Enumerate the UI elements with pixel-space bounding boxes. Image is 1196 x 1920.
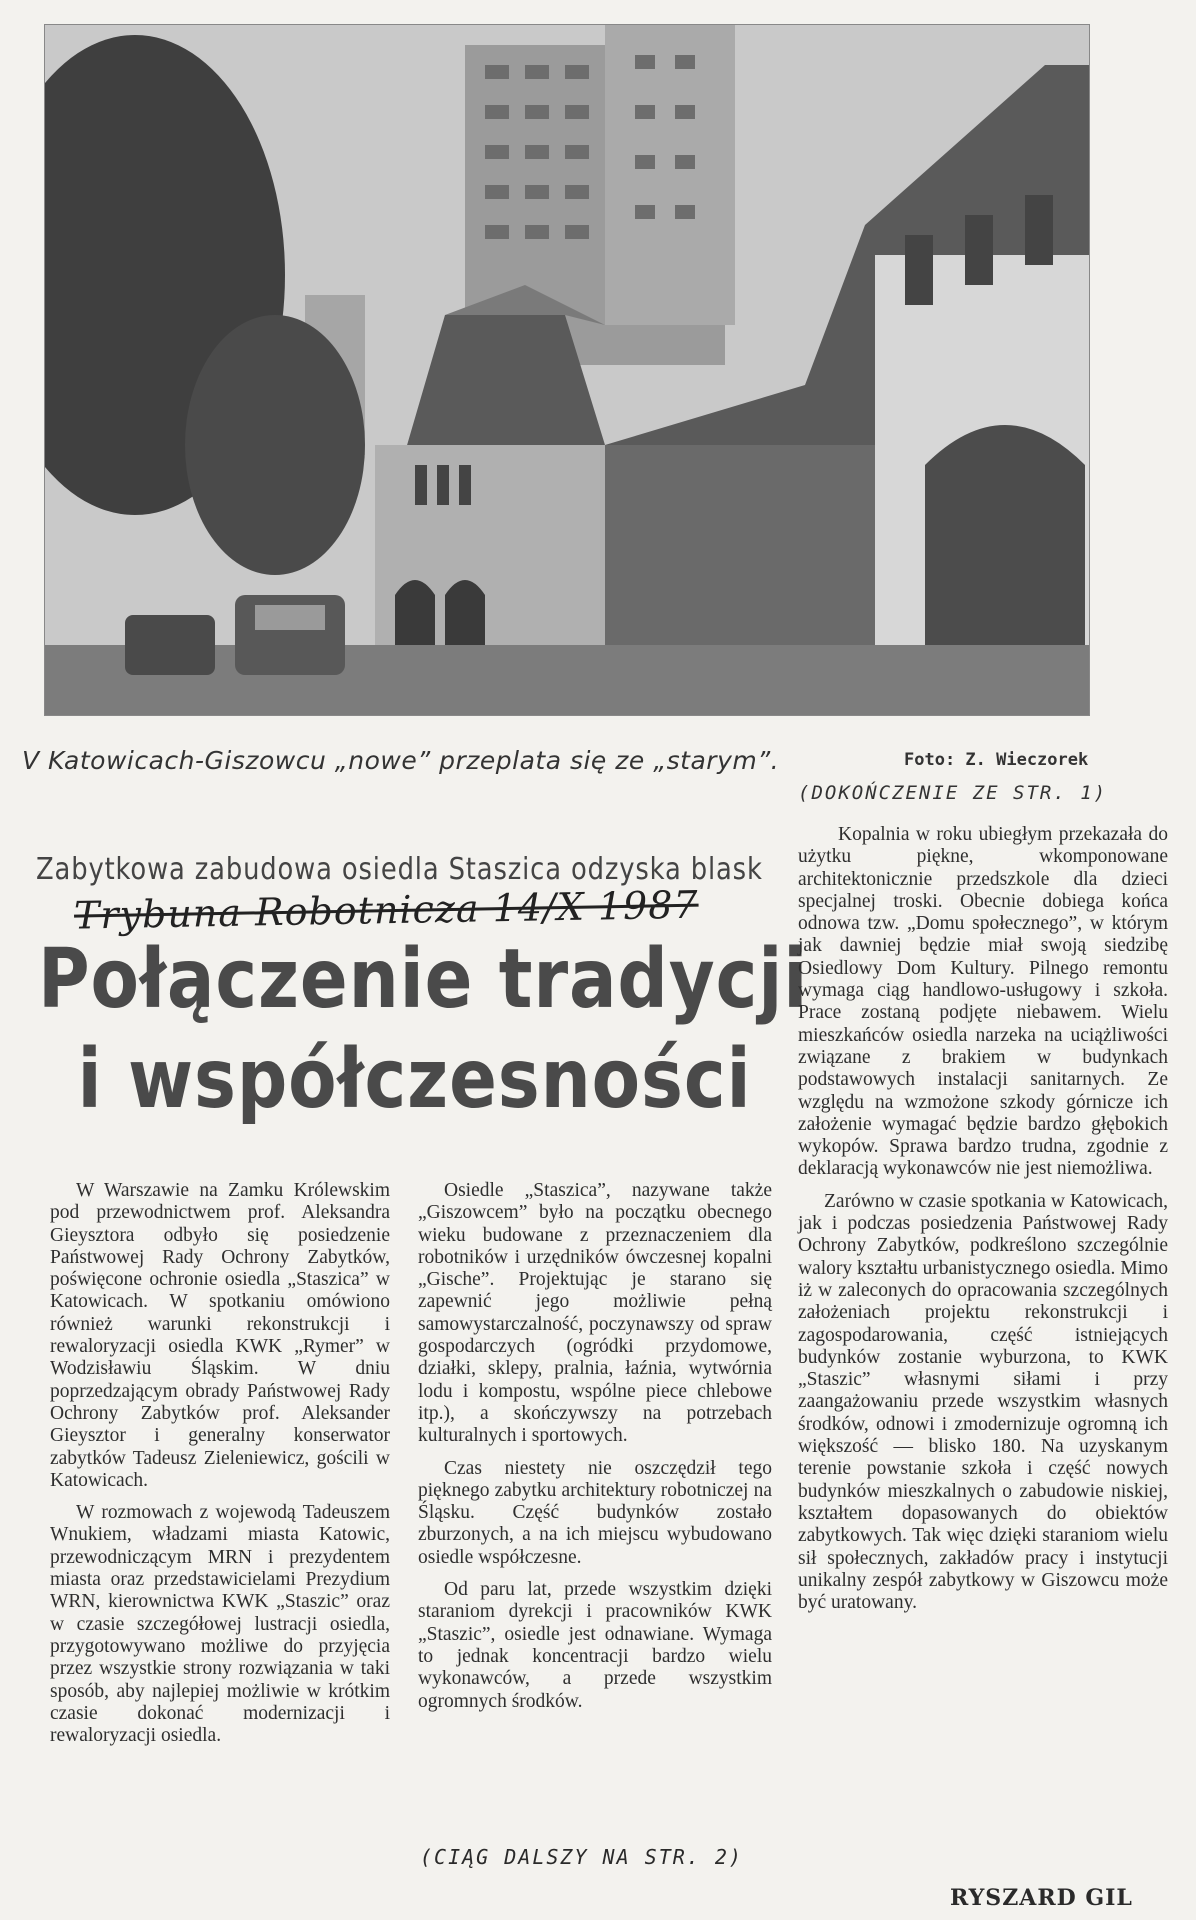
main-headline — [38, 930, 809, 1130]
paragraph: W Warszawie na Zamku Królewskim pod przewodnictwem prof. Aleksandra Gieysztora odbyło się posiedzenie Państwowej Rady Ochrony Zabytków, poświęcone ochronie osiedla „Staszica” w Katowicach. W spotkaniu omówiono również warunki rekonstrukcji i rewaloryzacji osiedla KWK „Rymer” w Wodzisławiu Śląskim. W dniu poprzedzającym obrady Państwowej Rady Ochrony Zabytków prof. Aleksander Gieysztor i generalny konserwator zabytków Tadeusz Zieleniewicz, gościli w Katowicach. — [50, 1180, 390, 1491]
author-signature: RYSZARD GIL — [950, 1885, 1133, 1911]
continued-note: (CIĄG DALSZY NA STR. 2) — [420, 1845, 743, 1869]
headline-line-1: Połączenie tradycji — [38, 932, 809, 1027]
paragraph: Od paru lat, przede wszystkim dzięki staraniom dyrekcji i pracowników KWK „Staszic”, osiedle jest odnawiane. Wymaga to jednak koncentracji bardzo wielu wykonawców, a przede wszystkim ogromnych środków. — [418, 1579, 772, 1712]
article-column-1 — [50, 1180, 390, 1747]
kicker-headline: Zabytkowa zabudowa osiedla Staszica odzyska blask — [36, 852, 763, 887]
paragraph: Kopalnia w roku ubiegłym przekazała do użytku piękne, wkomponowane architektonicznie przedszkole dla dzieci specjalnej troski. Obecnie dobiega końca odnowa tzw. „Domu społecznego”, w którym jak dawniej będzie miał swoją siedzibę Osiedlowy Dom Kultury. Pilnego remontu wymaga ciąg handlowo-usługowy i szkoła. Prace zostaną podjęte niebawem. Wielu mieszkańców osiedla narzeka na uciążliwości związane z brakiem w budynkach podstawowych instalacji sanitarnych. Ze względu na wzmożone szkody górnicze ich założenie wymagać będzie bardzo głębokich wykopów. Sprawa bardzo trudna, zgodnie z deklaracją wykonawców nie jest niemożliwa. — [798, 824, 1168, 1180]
paragraph: Czas niestety nie oszczędził tego pięknego zabytku architektury robotniczej na Śląsku. Część budynków zostało zburzonych, a na ich miejscu wybudowano osiedle współczesne. — [418, 1457, 772, 1568]
article-column-3 — [798, 824, 1168, 1614]
paragraph: Osiedle „Staszica”, nazywane także „Giszowcem” było na początku obecnego wieku budowane z przeznaczeniem dla robotników i urzędników ówczesnej kopalni „Gische”. Projektując je starano się zapewnić jego możliwie pełną samowystarczalność, poczynawszy od spraw gospodarczych (ogródki przydomowe, działki, sklepy, pralnia, łaźnia, wytwórnia lodu i kompostu, wspólne piece chlebowe itp.), a skończywszy na potrzebach kulturalnych i sportowych. — [418, 1180, 772, 1447]
photo-illustration — [45, 25, 1089, 715]
handwritten-source-note: Trybuna Robotnicza 14/X 1987 — [73, 882, 699, 938]
photo-credit: Foto: Z. Wieczorek — [904, 750, 1089, 770]
headline-line-2: i współczesności — [77, 1032, 752, 1127]
paragraph: W rozmowach z wojewodą Tadeuszem Wnukiem, władzami miasta Katowic, przewodniczącym MRN i prezydentem miasta oraz przedstawicielami Prezydium WRN, kierownictwa KWK „Staszic” oraz w czasie szczegółowej lustracji osiedla, przygotowywano możliwe do przyjęcia przez wszystkie strony rozwiązania w taki sposób, aby najlepiej możliwie w krótkim czasie dokonać modernizacji i rewaloryzacji osiedla. — [50, 1502, 390, 1747]
article-photo — [44, 24, 1090, 716]
article-column-2 — [418, 1180, 772, 1713]
photo-caption: V Katowicach-Giszowcu „nowe” przeplata się ze „starym”. — [22, 746, 780, 775]
continuation-note: (DOKOŃCZENIE ZE STR. 1) — [798, 782, 1108, 804]
paragraph: Zarówno w czasie spotkania w Katowicach, jak i podczas posiedzenia Państwowej Rady Ochrony Zabytków, podkreślono szczególnie walory kształtu urbanistycznego osiedla. Mimo iż w zaleconych do opracowania szczególnych założeniach projektu rekonstrukcji i zagospodarowania, część istniejących budynków zostanie wyburzona, to KWK „Staszic” własnymi siłami i przy zaangażowaniu przede wszystkim własnych środków, odnowi i zmodernizuje ogromną ich większość — blisko 180. Na uzyskanym terenie powstanie szkoła i część nowych budynków mieszkalnych o zabudowie niskiej, kształtem dopasowanych do obiektów zabytkowych. Tak więc dzięki staraniom wielu sił społecznych, zakładów pracy i instytucji unikalny zespół zabytkowy w Giszowcu może być uratowany. — [798, 1190, 1168, 1614]
